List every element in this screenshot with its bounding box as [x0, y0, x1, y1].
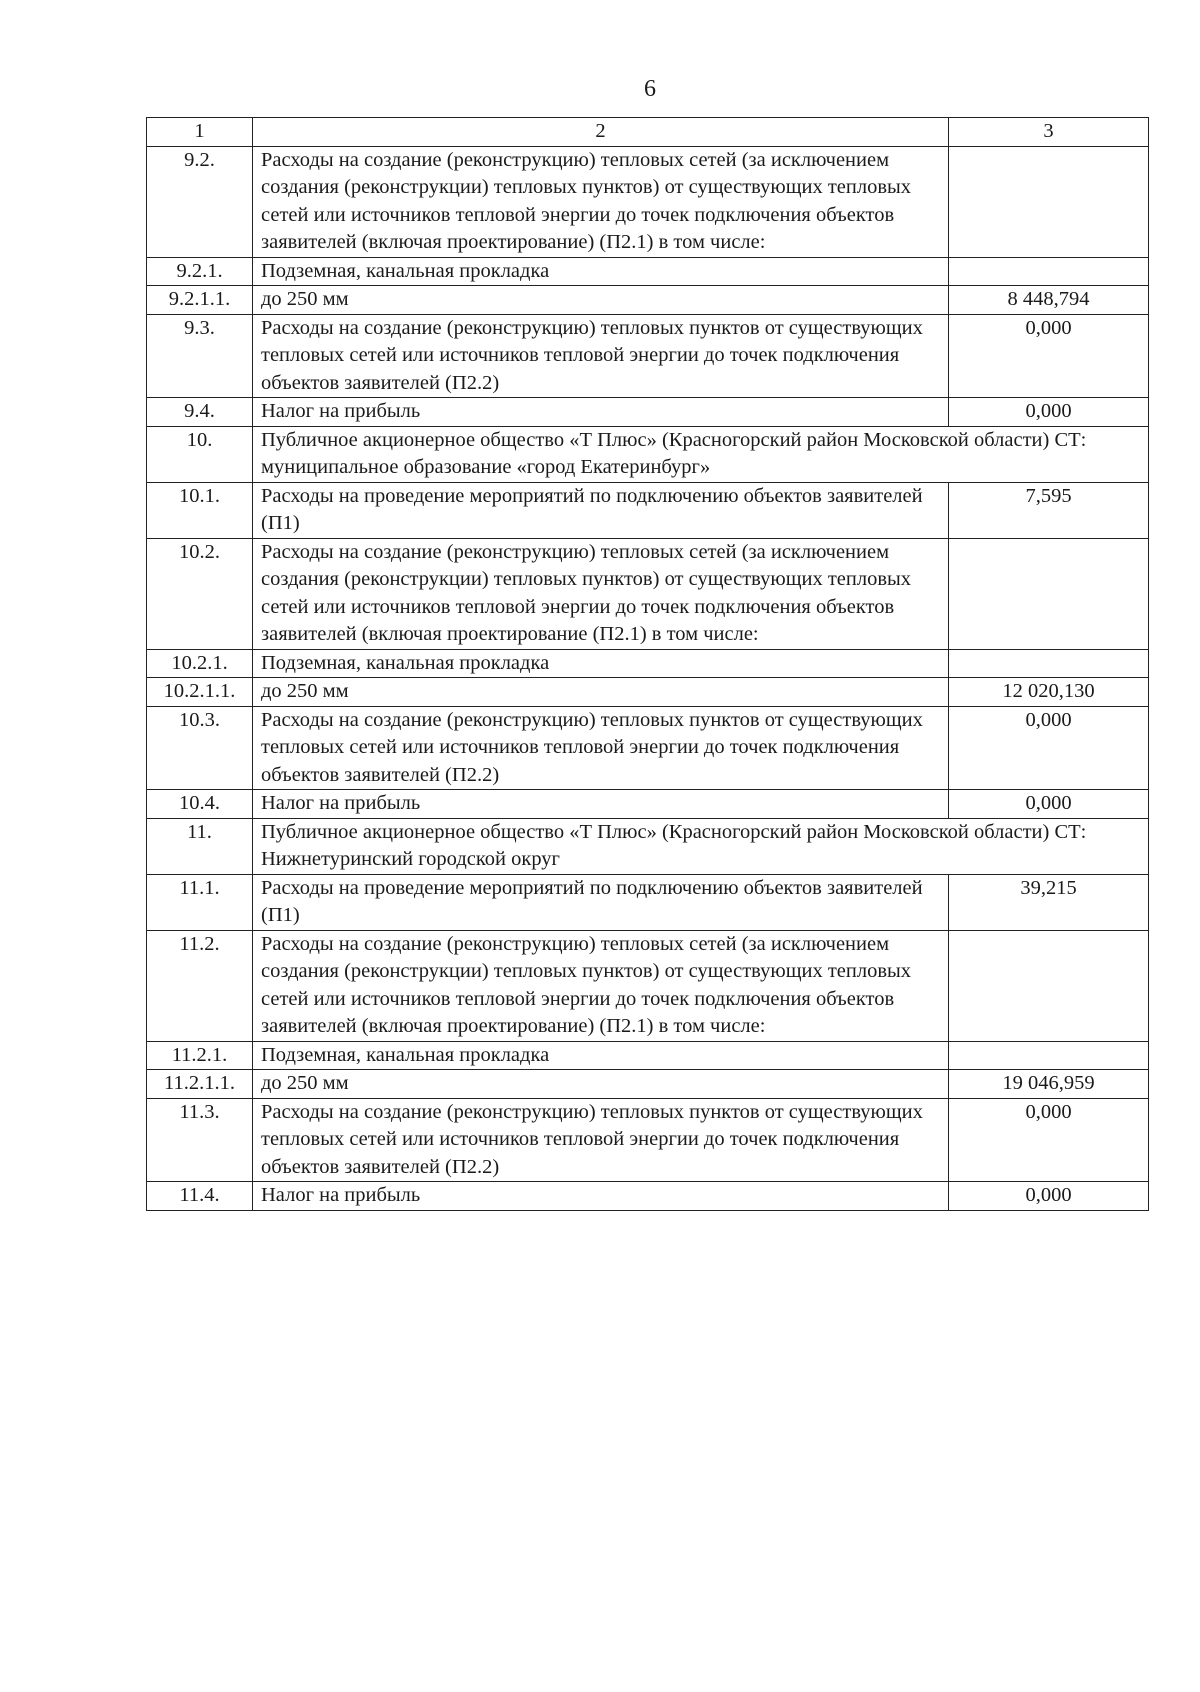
row-number-cell: 11.1.	[147, 874, 253, 930]
description-cell: Расходы на создание (реконструкцию) тепловых пунктов от существующих тепловых сетей или источников тепловой энергии до точек подключения объектов заявителей (П2.2)	[253, 314, 949, 398]
row-number-cell: 11.4.	[147, 1182, 253, 1211]
description-cell: Подземная, канальная прокладка	[253, 257, 949, 286]
description-cell: до 250 мм	[253, 1070, 949, 1099]
table-row	[147, 706, 1149, 790]
row-number-cell: 10.4.	[147, 790, 253, 819]
row-number-cell: 10.2.	[147, 538, 253, 649]
column-header-3: 3	[949, 118, 1149, 147]
table-row	[147, 398, 1149, 427]
value-cell	[949, 257, 1149, 286]
table-row	[147, 426, 1149, 482]
row-number-cell: 11.	[147, 818, 253, 874]
description-cell: Расходы на создание (реконструкцию) тепловых сетей (за исключением создания (реконструкции) тепловых пунктов) от существующих тепловых сетей или источников тепловой энергии до точек подключения объектов заявителей (включая проектирование (П2.1) в том числе:	[253, 538, 949, 649]
table-row	[147, 1098, 1149, 1182]
table-row	[147, 930, 1149, 1041]
table-row	[147, 146, 1149, 257]
row-number-cell: 9.2.1.	[147, 257, 253, 286]
page-number: 6	[644, 76, 656, 102]
description-cell: Налог на прибыль	[253, 1182, 949, 1211]
table-header-row	[147, 118, 1149, 147]
row-number-cell: 11.3.	[147, 1098, 253, 1182]
column-header-2: 2	[253, 118, 949, 147]
table-row	[147, 678, 1149, 707]
value-cell: 0,000	[949, 398, 1149, 427]
value-cell: 0,000	[949, 1098, 1149, 1182]
value-cell: 0,000	[949, 790, 1149, 819]
row-number-cell: 9.3.	[147, 314, 253, 398]
table-row	[147, 482, 1149, 538]
value-cell: 0,000	[949, 706, 1149, 790]
row-number-cell: 10.2.1.1.	[147, 678, 253, 707]
row-number-cell: 10.3.	[147, 706, 253, 790]
row-number-cell: 11.2.	[147, 930, 253, 1041]
value-cell: 8 448,794	[949, 286, 1149, 315]
description-cell: Расходы на создание (реконструкцию) тепловых пунктов от существующих тепловых сетей или источников тепловой энергии до точек подключения объектов заявителей (П2.2)	[253, 706, 949, 790]
value-cell: 39,215	[949, 874, 1149, 930]
value-cell	[949, 930, 1149, 1041]
row-number-cell: 11.2.1.1.	[147, 1070, 253, 1099]
column-header-1: 1	[147, 118, 253, 147]
row-number-cell: 11.2.1.	[147, 1041, 253, 1070]
section-title-cell: Публичное акционерное общество «Т Плюс» (Красногорский район Московской области) СТ: муниципальное образование «город Екатеринбург»	[253, 426, 1149, 482]
value-cell: 0,000	[949, 1182, 1149, 1211]
table-row	[147, 538, 1149, 649]
table-row	[147, 286, 1149, 315]
description-cell: Расходы на создание (реконструкцию) тепловых сетей (за исключением создания (реконструкции) тепловых пунктов) от существующих тепловых сетей или источников тепловой энергии до точек подключения объектов заявителей (включая проектирование) (П2.1) в том числе:	[253, 930, 949, 1041]
table-row	[147, 818, 1149, 874]
row-number-cell: 10.1.	[147, 482, 253, 538]
table-row	[147, 874, 1149, 930]
description-cell: Налог на прибыль	[253, 398, 949, 427]
value-cell	[949, 1041, 1149, 1070]
tariff-table	[146, 117, 1149, 1211]
description-cell: до 250 мм	[253, 678, 949, 707]
row-number-cell: 10.	[147, 426, 253, 482]
value-cell: 0,000	[949, 314, 1149, 398]
description-cell: Расходы на проведение мероприятий по подключению объектов заявителей (П1)	[253, 874, 949, 930]
row-number-cell: 9.2.	[147, 146, 253, 257]
value-cell: 7,595	[949, 482, 1149, 538]
table-row	[147, 1182, 1149, 1211]
table-row	[147, 1041, 1149, 1070]
row-number-cell: 9.4.	[147, 398, 253, 427]
value-cell	[949, 146, 1149, 257]
description-cell: Подземная, канальная прокладка	[253, 649, 949, 678]
section-title-cell: Публичное акционерное общество «Т Плюс» (Красногорский район Московской области) СТ: Нижнетуринский городской округ	[253, 818, 1149, 874]
value-cell	[949, 538, 1149, 649]
table-row	[147, 314, 1149, 398]
description-cell: до 250 мм	[253, 286, 949, 315]
row-number-cell: 10.2.1.	[147, 649, 253, 678]
table-row	[147, 1070, 1149, 1099]
description-cell: Расходы на проведение мероприятий по подключению объектов заявителей (П1)	[253, 482, 949, 538]
description-cell: Налог на прибыль	[253, 790, 949, 819]
description-cell: Расходы на создание (реконструкцию) тепловых пунктов от существующих тепловых сетей или источников тепловой энергии до точек подключения объектов заявителей (П2.2)	[253, 1098, 949, 1182]
description-cell: Расходы на создание (реконструкцию) тепловых сетей (за исключением создания (реконструкции) тепловых пунктов) от существующих тепловых сетей или источников тепловой энергии до точек подключения объектов заявителей (включая проектирование) (П2.1) в том числе:	[253, 146, 949, 257]
value-cell: 19 046,959	[949, 1070, 1149, 1099]
row-number-cell: 9.2.1.1.	[147, 286, 253, 315]
value-cell	[949, 649, 1149, 678]
value-cell: 12 020,130	[949, 678, 1149, 707]
description-cell: Подземная, канальная прокладка	[253, 1041, 949, 1070]
table-row	[147, 257, 1149, 286]
table-row	[147, 649, 1149, 678]
table-row	[147, 790, 1149, 819]
